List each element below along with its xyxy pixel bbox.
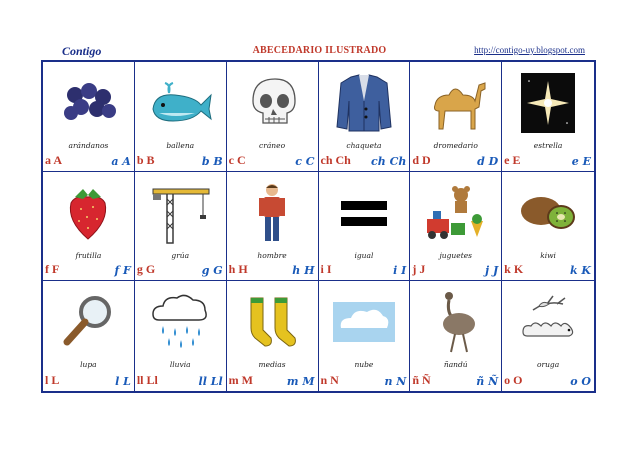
blog-link[interactable]: http://contigo-uy.blogspot.com bbox=[474, 45, 585, 55]
card-l bbox=[43, 281, 135, 391]
socks-icon bbox=[237, 290, 307, 354]
card-word: cráneo bbox=[259, 141, 286, 150]
card-print-letter: d D bbox=[412, 152, 431, 167]
card-word: medias bbox=[258, 360, 286, 370]
card-print-letter: ñ Ñ bbox=[412, 372, 431, 387]
card-cursive-letter: a A bbox=[111, 154, 131, 168]
card-print-letter: h H bbox=[228, 262, 248, 277]
card-cursive-letter: o O bbox=[570, 374, 591, 388]
whale-icon bbox=[145, 71, 215, 135]
card-cursive-letter: n N bbox=[384, 374, 407, 388]
card-word: grúa bbox=[171, 250, 190, 260]
card-h bbox=[227, 172, 319, 282]
strawberry-icon bbox=[53, 181, 123, 245]
toys-icon bbox=[421, 181, 491, 245]
card-cursive-letter: e E bbox=[571, 154, 591, 168]
card-cursive-letter: g G bbox=[201, 264, 223, 278]
card-n bbox=[319, 281, 411, 391]
man-icon bbox=[237, 181, 307, 245]
card-m bbox=[227, 281, 319, 391]
card-a bbox=[43, 62, 135, 172]
card-print-letter: j J bbox=[412, 262, 426, 277]
card-word: oruga bbox=[536, 360, 560, 370]
card-print-letter: m M bbox=[228, 372, 253, 387]
page-header bbox=[42, 44, 597, 60]
card-print-letter: o O bbox=[504, 372, 523, 387]
equals-icon bbox=[329, 181, 399, 245]
card-print-letter: c C bbox=[228, 152, 246, 167]
card-cursive-letter: h H bbox=[292, 264, 315, 278]
cloud-icon bbox=[329, 290, 399, 354]
card-cursive-letter: k K bbox=[569, 264, 591, 278]
rhea-icon bbox=[421, 290, 491, 354]
card-print-letter: b B bbox=[136, 152, 155, 167]
card-cursive-letter: j J bbox=[485, 264, 499, 278]
card-print-letter: ll Ll bbox=[136, 372, 158, 387]
star-icon bbox=[513, 71, 583, 135]
card-word: juguetes bbox=[439, 250, 472, 260]
card-word: kiwi bbox=[540, 250, 556, 260]
card-word: estrella bbox=[533, 141, 563, 150]
dromedary-icon bbox=[421, 71, 491, 135]
card-nn bbox=[410, 281, 502, 391]
card-word: ñandú bbox=[443, 360, 468, 370]
card-cursive-letter: c C bbox=[295, 154, 315, 168]
card-print-letter: n N bbox=[320, 372, 339, 387]
page-title: ABECEDARIO ILUSTRADO bbox=[252, 45, 387, 56]
card-print-letter: e E bbox=[504, 152, 521, 167]
card-f bbox=[43, 172, 135, 282]
card-ch bbox=[319, 62, 411, 172]
card-cursive-letter: l L bbox=[115, 374, 131, 388]
card-k bbox=[502, 172, 594, 282]
card-word: arándanos bbox=[68, 141, 109, 150]
card-print-letter: a A bbox=[45, 152, 63, 167]
magnifier-icon bbox=[53, 290, 123, 354]
card-ll bbox=[135, 281, 227, 391]
card-cursive-letter: d D bbox=[477, 154, 499, 168]
card-j bbox=[410, 172, 502, 282]
card-cursive-letter: ñ Ñ bbox=[476, 374, 499, 388]
card-print-letter: g G bbox=[136, 262, 156, 277]
card-cursive-letter: b B bbox=[201, 154, 223, 168]
card-word: chaqueta bbox=[346, 141, 382, 150]
kiwi-icon bbox=[513, 181, 583, 245]
card-print-letter: f F bbox=[45, 262, 60, 277]
caterpillar-icon bbox=[513, 290, 583, 354]
card-word: ballena bbox=[166, 141, 195, 150]
blueberries-icon bbox=[53, 71, 123, 135]
jacket-icon bbox=[329, 71, 399, 135]
card-print-letter: k K bbox=[504, 262, 524, 277]
card-word: lupa bbox=[80, 360, 97, 370]
card-word: nube bbox=[354, 360, 374, 370]
card-print-letter: l L bbox=[45, 372, 60, 387]
card-word: dromedario bbox=[433, 141, 478, 150]
alphabet-grid bbox=[41, 60, 596, 393]
card-cursive-letter: m M bbox=[286, 374, 315, 388]
card-cursive-letter: ch Ch bbox=[371, 154, 407, 168]
card-word: frutilla bbox=[75, 250, 102, 260]
crane-icon bbox=[145, 181, 215, 245]
card-cursive-letter: i I bbox=[393, 264, 407, 278]
card-word: lluvia bbox=[169, 360, 191, 370]
card-cursive-letter: ll Ll bbox=[198, 374, 223, 388]
card-cursive-letter: f F bbox=[114, 264, 131, 278]
card-b bbox=[135, 62, 227, 172]
brand-label: Contigo bbox=[62, 44, 102, 58]
card-print-letter: ch Ch bbox=[320, 152, 351, 167]
card-c bbox=[227, 62, 319, 172]
card-g bbox=[135, 172, 227, 282]
card-word: hombre bbox=[257, 250, 287, 260]
card-d bbox=[410, 62, 502, 172]
skull-icon bbox=[237, 71, 307, 135]
card-i bbox=[319, 172, 411, 282]
card-word: igual bbox=[354, 250, 374, 260]
card-print-letter: i I bbox=[320, 262, 332, 277]
card-o bbox=[502, 281, 594, 391]
card-e bbox=[502, 62, 594, 172]
rain-icon bbox=[145, 290, 215, 354]
